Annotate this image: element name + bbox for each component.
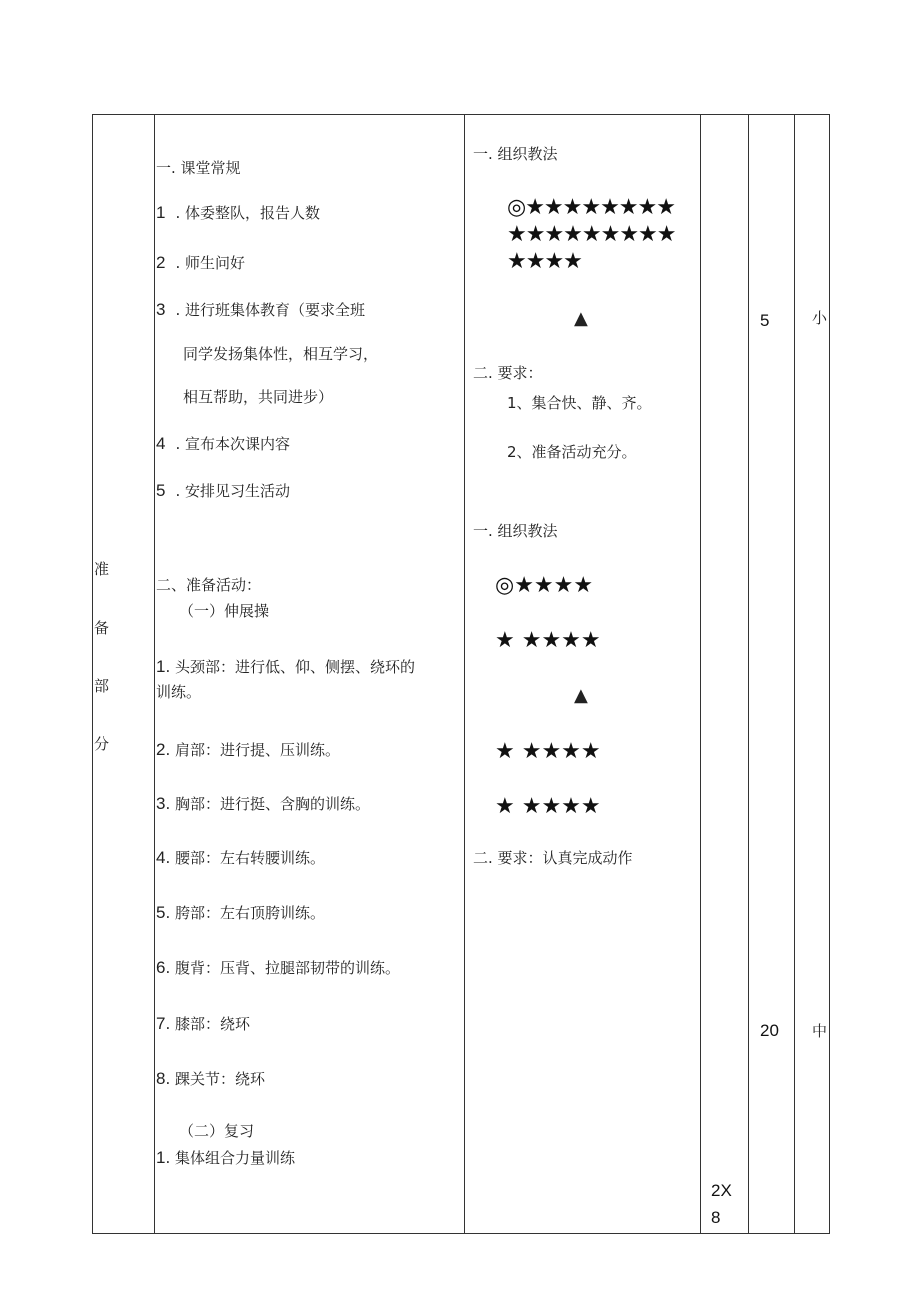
formation-row: ◎★★★★ bbox=[495, 573, 594, 598]
list-item bbox=[156, 657, 415, 677]
teacher-marker: ▲ bbox=[574, 308, 588, 329]
item-number: 1 bbox=[156, 203, 166, 222]
item-text: . 宣布本次课内容 bbox=[175, 435, 291, 453]
formation-row: ★ ★★★★ bbox=[495, 794, 601, 819]
reps-value: 8 bbox=[711, 1208, 721, 1227]
item-text: . 进行班集体教育（要求全班 bbox=[175, 301, 366, 319]
item-text: . 腰部：左右转腰训练。 bbox=[165, 849, 326, 867]
requirement-title: 二. 要求：认真完成动作 bbox=[473, 849, 633, 867]
list-item bbox=[156, 903, 325, 923]
list-item bbox=[156, 253, 245, 273]
item-number: 5 bbox=[156, 903, 166, 922]
list-item bbox=[156, 1014, 250, 1034]
item-text: . 胯部：左右顶胯训练。 bbox=[165, 904, 326, 922]
column-divider bbox=[154, 115, 155, 1233]
item-text: . 腹背：压背、拉腿部韧带的训练。 bbox=[165, 959, 401, 977]
formation-row: ★★★★★★★★★ bbox=[507, 222, 676, 247]
item-number: 4 bbox=[156, 434, 166, 453]
section-label-char: 部 bbox=[94, 677, 110, 695]
list-item bbox=[156, 848, 325, 868]
requirement-item: 1、集合快、静、齐。 bbox=[507, 394, 652, 412]
item-number: 2 bbox=[156, 740, 166, 759]
item-number: 3 bbox=[156, 794, 166, 813]
item-number: 4 bbox=[156, 848, 166, 867]
list-item bbox=[156, 1069, 265, 1089]
list-item bbox=[156, 794, 370, 814]
item-number: 5 bbox=[156, 481, 166, 500]
item-text: . 师生问好 bbox=[175, 254, 246, 272]
item-text: . 安排见习生活动 bbox=[175, 482, 291, 500]
item-text: . 集体组合力量训练 bbox=[165, 1149, 296, 1167]
time-value: 20 bbox=[760, 1021, 779, 1040]
teacher-marker: ▲ bbox=[574, 685, 588, 706]
org-title: 一. 组织教法 bbox=[473, 145, 558, 163]
item-number: 2 bbox=[156, 253, 166, 272]
stretch-title: （一）伸展操 bbox=[179, 602, 270, 620]
item-number: 7 bbox=[156, 1014, 166, 1033]
item-text: . 胸部：进行挺、含胸的训练。 bbox=[165, 795, 371, 813]
list-item bbox=[156, 300, 365, 320]
item-number: 6 bbox=[156, 958, 166, 977]
item-text: . 肩部：进行提、压训练。 bbox=[165, 741, 341, 759]
column-divider bbox=[794, 115, 795, 1233]
item-text: . 体委整队，报告人数 bbox=[175, 204, 321, 222]
formation-row: ★ ★★★★ bbox=[495, 628, 601, 653]
formation-row: ★ ★★★★ bbox=[495, 739, 601, 764]
item-number: 1 bbox=[156, 1148, 166, 1167]
intensity-value: 中 bbox=[812, 1022, 828, 1040]
list-item bbox=[156, 958, 400, 978]
requirement-title: 二. 要求： bbox=[473, 364, 543, 382]
routine-title: 一. 课堂常规 bbox=[156, 159, 241, 177]
warmup-title: 二、准备活动： bbox=[156, 576, 262, 594]
item-text: . 头颈部：进行低、仰、侧摆、绕环的 bbox=[165, 658, 416, 676]
reps-value: 2X bbox=[711, 1181, 732, 1200]
list-item bbox=[156, 1148, 295, 1168]
formation-row: ◎★★★★★★★★ bbox=[507, 195, 675, 220]
item-continuation: 同学发扬集体性，相互学习， bbox=[183, 345, 379, 363]
list-item bbox=[156, 481, 290, 501]
requirement-item: 2、准备活动充分。 bbox=[507, 443, 637, 461]
column-divider bbox=[748, 115, 749, 1233]
item-number: 8 bbox=[156, 1069, 166, 1088]
section-label-char: 准 bbox=[94, 560, 110, 578]
intensity-value: 小 bbox=[812, 309, 828, 327]
list-item bbox=[156, 203, 320, 223]
review-title: （二）复习 bbox=[179, 1122, 255, 1140]
list-item bbox=[156, 740, 340, 760]
item-text: . 踝关节：绕环 bbox=[165, 1070, 266, 1088]
column-divider bbox=[464, 115, 465, 1233]
column-divider bbox=[700, 115, 701, 1233]
item-continuation: 相互帮助，共同进步） bbox=[183, 388, 334, 406]
section-label-char: 备 bbox=[94, 619, 110, 637]
formation-row: ★★★★ bbox=[507, 249, 582, 274]
item-number: 3 bbox=[156, 300, 166, 319]
section-label-char: 分 bbox=[94, 735, 110, 753]
time-value: 5 bbox=[760, 311, 770, 330]
item-text: . 膝部：绕环 bbox=[165, 1015, 251, 1033]
item-continuation: 训练。 bbox=[156, 683, 202, 701]
list-item bbox=[156, 434, 290, 454]
org-title: 一. 组织教法 bbox=[473, 522, 558, 540]
item-number: 1 bbox=[156, 657, 166, 676]
